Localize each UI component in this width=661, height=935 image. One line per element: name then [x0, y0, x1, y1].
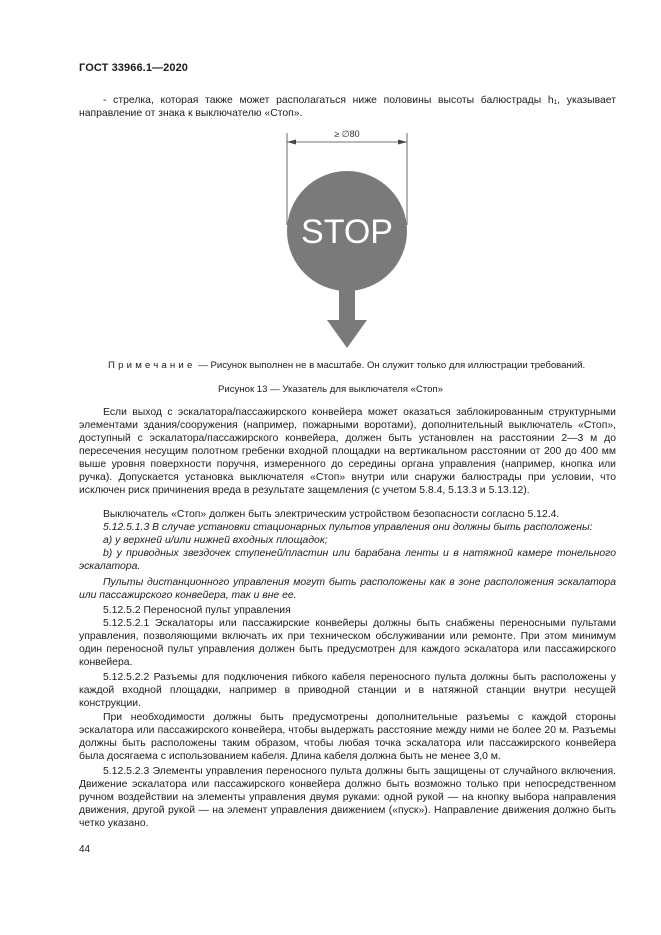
figure-note	[108, 360, 585, 371]
list-item-b: b) у приводных звездочек ступеней/пластин или барабана ленты и в натяжной камере тонельного эскалатора.	[79, 548, 616, 572]
paragraph-5-12-5-2: 5.12.5.2 Переносной пульт управления	[103, 605, 291, 616]
paragraph-safety-device: Выключатель «Стоп» должен быть электрическим устройством безопасности согласно 5.12.4.	[103, 509, 560, 520]
figure-caption: Рисунок 13 — Указатель для выключателя «Стоп»	[217, 384, 444, 395]
note-text: — Рисунок выполнен не в масштабе. Он служит только для иллюстрации требований.	[195, 360, 586, 371]
dimension-label: ≥ ∅80	[334, 129, 360, 139]
paragraph-5-12-5-2-3: 5.12.5.2.3 Элементы управления переносного пульта должны быть защищены от случайного включения. Движение эскалатора или пассажирского конвейера должно быть возможно только при непосредственном ручном воздействии на элементы управления двумя руками: одной рукой — на кнопку выбора направления движения, другой рукой — на элемент управления движением («пуск»). Направление движения должно быть четко указано.	[79, 766, 616, 829]
paragraph-remote-panels: Пульты дистанционного управления могут быть расположены как в зоне расположения эскалатора или пассажирского конвейера, так и вне ее.	[79, 577, 616, 601]
direction-arrow-icon	[327, 290, 367, 348]
dimension-arrow-right	[398, 140, 407, 145]
intro-paragraph: - стрелка, которая также может располагаться ниже половины высоты балюстрады h₁, указывает направление от знака к выключателю «Стоп».	[79, 95, 616, 119]
paragraph-5-12-5-1-3: 5.12.5.1.3 В случае установки стационарных пультов управления они должны быть расположены:	[103, 522, 593, 533]
stop-sign-figure	[0, 125, 661, 357]
note-label: Примечание	[108, 360, 196, 371]
document-header: ГОСТ 33966.1—2020	[79, 62, 189, 74]
paragraph-extra-sockets: При необходимости должны быть предусмотрены дополнительные разъемы с каждой стороны эскалатора или пассажирского конвейера, чтобы выдержать расстояние между ними не более 20 м. Разъемы должны быть расположены таким образом, чтобы любая точка эскалатора или пассажирского конвейера была досягаема с использованием кабеля. Длина кабеля должна быть не менее 3,0 м.	[79, 712, 616, 762]
paragraph-5-12-5-2-1: 5.12.5.2.1 Эскалаторы или пассажирские конвейеры должны быть снабжены переносными пультами управления, позволяющими включать их при техническом обслуживании или ремонте. При этом минимум один переносной пульт управления должен быть предусмотрен для каждого эскалатора или пассажирского конвейера.	[79, 618, 616, 668]
paragraph-blocked-exit: Если выход с эскалатора/пассажирского конвейера может оказаться заблокированным структурными элементами здания/сооружения (например, пожарными воротами), дополнительный выключатель «Стоп», доступный с эскалатора/пассажирского конвейера, должен быть установлен на расстоянии 2—3 м до пересечения несущим полотном гребенки входной площадки на вертикальном расстоянии от 200 до 400 мм выше уровня поверхности поручня, измеренного до середины органа управления (например, кнопка или ручка). Допускается установка выключателя «Стоп» внутри или снаружи балюстрады при условии, что исключен риск причинения вреда в результате защемления (с учетом 5.8.4, 5.13.3 и 5.13.12).	[79, 407, 616, 496]
stop-sign-text: STOP	[301, 213, 393, 251]
dimension-arrow-left	[287, 140, 296, 145]
list-item-a: a) у верхней и/или нижней входных площадок;	[103, 535, 328, 546]
paragraph-5-12-5-2-2: 5.12.5.2.2 Разъемы для подключения гибкого кабеля переносного пульта должны быть расположены у каждой входной площадки, например в приводной станции и в натяжной станции внутри несущей конструкции.	[79, 672, 616, 709]
page-number: 44	[79, 844, 91, 855]
